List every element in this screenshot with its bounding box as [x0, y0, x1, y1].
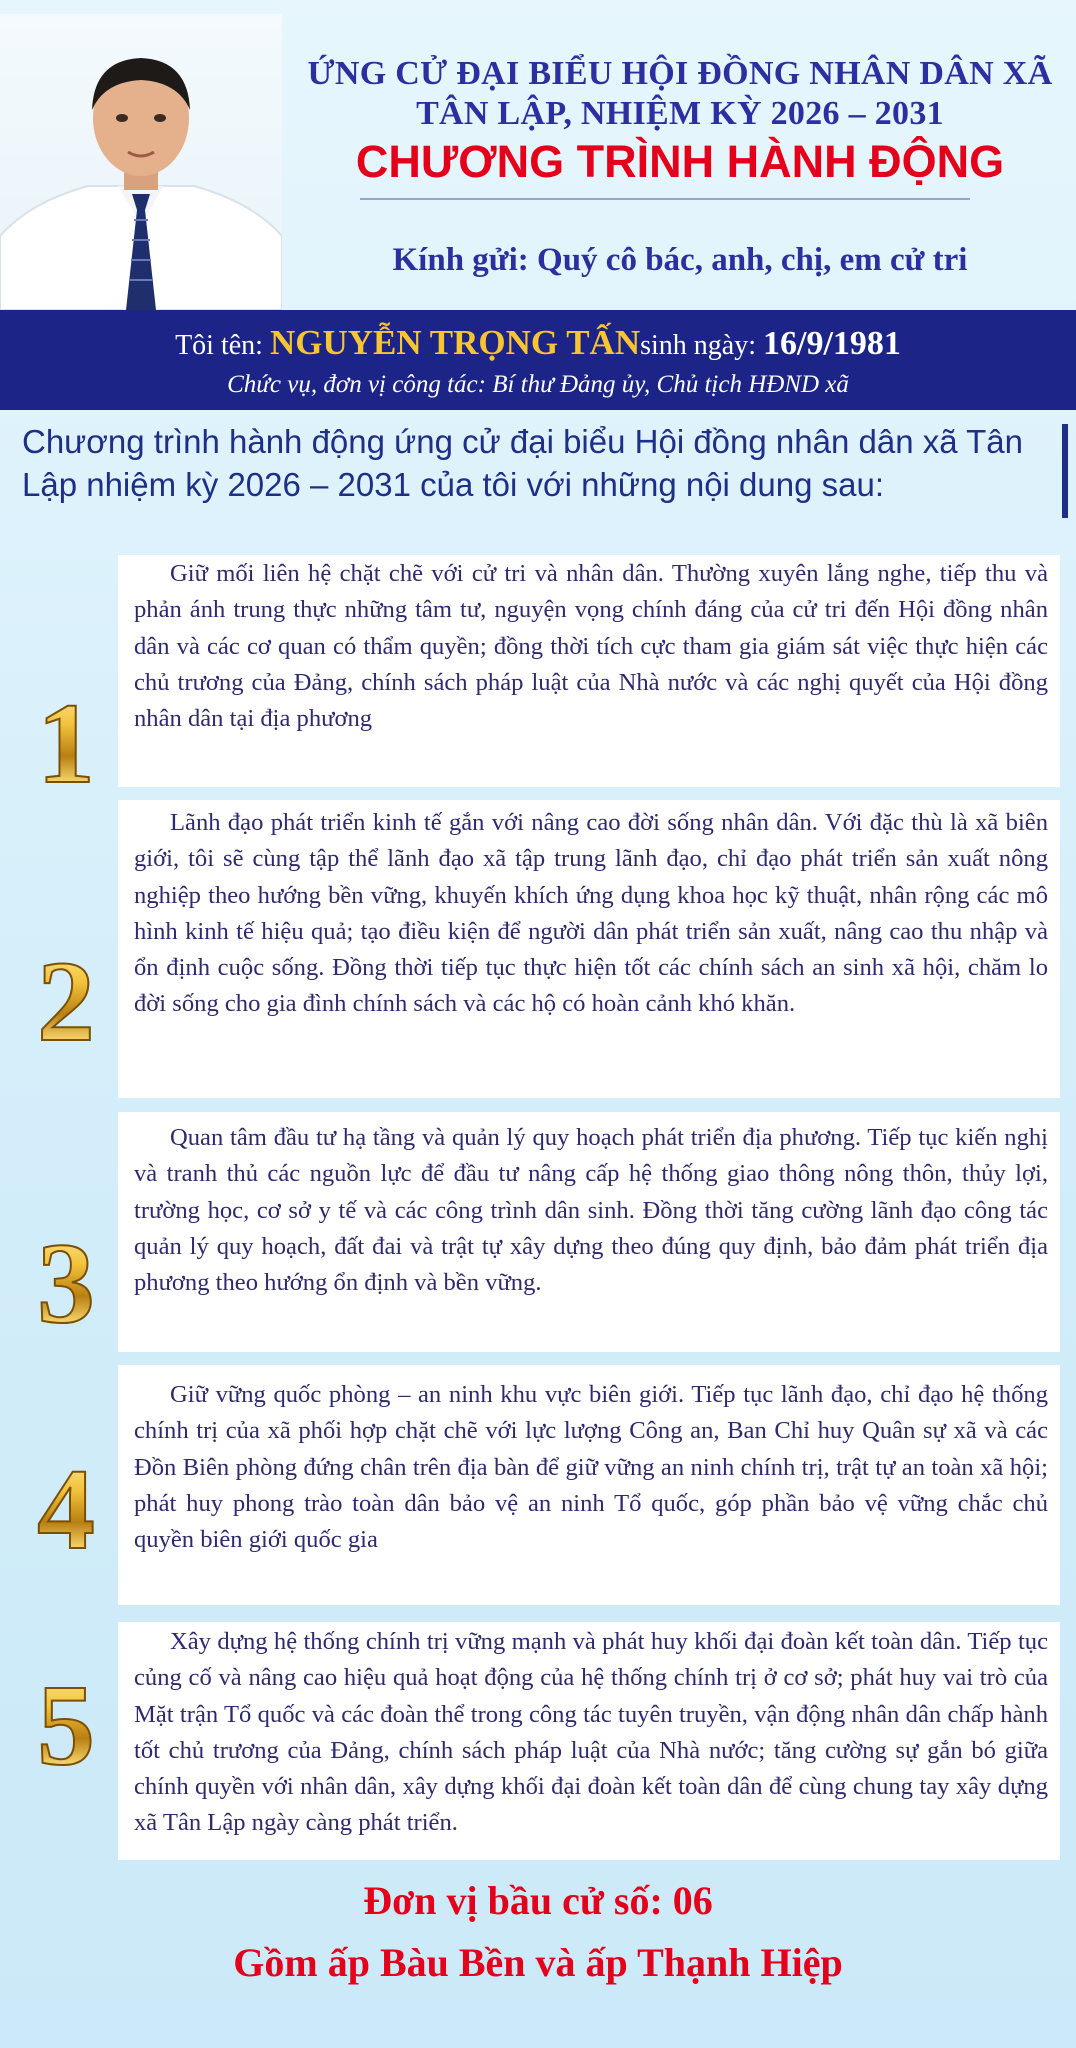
electoral-areas: Gồm ấp Bàu Bền và ấp Thạnh Hiệp	[233, 1940, 843, 1985]
item-number: 3	[37, 1222, 95, 1347]
dob-label: sinh ngày:	[640, 330, 763, 361]
candidate-position: Chức vụ, đơn vị công tác: Bí thư Đảng ủy, Chủ tịch HĐND xã	[227, 371, 849, 398]
program-item-2	[118, 800, 1060, 1098]
program-item-text: Lãnh đạo phát triển kinh tế gắn với nâng cao đời sống nhân dân. Với đặc thù là xã biên giới, tôi sẽ cùng tập thể lãnh đạo xã tập trung lãnh đạo, chỉ đạo phát triển sản xuất nông nghiệp theo hướng bền vững, khuyến khích ứng dụng khoa học kỹ thuật, nhân rộng các mô hình kinh tế hiệu quả; tạo điều kiện để người dân phát triển sản xuất, nâng cao thu nhập và ổn định cuộc sống. Đồng thời tiếp tục thực hiện tốt các chính sách an sinh xã hội, chăm lo đời sống cho gia đình chính sách và các hộ có hoàn cảnh khó khăn.	[134, 809, 1048, 1018]
program-item-3	[118, 1112, 1060, 1352]
program-heading: CHƯƠNG TRÌNH HÀNH ĐỘNG	[355, 136, 1005, 187]
program-item-text: Quan tâm đầu tư hạ tầng và quản lý quy hoạch phát triển địa phương. Tiếp tục kiến nghị và tranh thủ các nguồn lực để đầu tư nâng cấp hệ thống giao thông nông thôn, thủy lợi, trường học, cơ sở y tế và các công trình dân sinh. Đồng thời tăng cường lãnh đạo công tác quản lý quy hoạch, đất đai và trật tự xây dựng theo đúng quy định, bảo đảm phát triển địa phương theo hướng ổn định và bền vững.	[134, 1124, 1048, 1297]
number-1-icon	[18, 682, 118, 822]
name-label: Tôi tên:	[175, 330, 270, 361]
item-number: 1	[37, 682, 95, 807]
heading-divider	[360, 198, 970, 200]
item-number: 4	[37, 1448, 95, 1573]
election-title: ỨNG CỬ ĐẠI BIỂU HỘI ĐỒNG NHÂN DÂN XÃ TÂN LẬP, NHIỆM KỲ 2026 – 2031	[307, 55, 1053, 132]
number-5-icon	[18, 1664, 118, 1804]
candidate-name: NGUYỄN TRỌNG TẤN	[269, 323, 641, 362]
program-item-1	[118, 555, 1060, 787]
program-item-5	[118, 1622, 1060, 1860]
number-2-icon	[18, 940, 118, 1080]
candidate-dob: 16/9/1981	[763, 325, 901, 362]
item-number: 2	[37, 940, 95, 1065]
program-item-text: Giữ vững quốc phòng – an ninh khu vực biên giới. Tiếp tục lãnh đạo, chỉ đạo hệ thống chính trị của xã phối hợp chặt chẽ với lực lượng Công an, Ban Chỉ huy Quân sự xã và các Đồn Biên phòng đứng chân trên địa bàn để giữ vững an ninh chính trị, trật tự an toàn xã hội; phát huy phong trào toàn dân bảo vệ an ninh Tổ quốc, góp phần bảo vệ vững chắc chủ quyền biên giới quốc gia	[134, 1381, 1048, 1554]
candidate-portrait	[0, 14, 282, 310]
program-item-text: Xây dựng hệ thống chính trị vững mạnh và phát huy khối đại đoàn kết toàn dân. Tiếp tục củng cố và nâng cao hiệu quả hoạt động của hệ thống chính trị ở cơ sở; phát huy vai trò của Mặt trận Tổ quốc và các đoàn thể trong công tác tuyên truyền, vận động nhân dân chấp hành tốt chủ trương của Đảng, chính sách pháp luật của Nhà nước; tăng cường sự gắn bó giữa chính quyền với nhân dân, xây dựng khối đại đoàn kết toàn dân để cùng chung tay xây dựng xã Tân Lập ngày càng phát triển.	[134, 1628, 1048, 1837]
intro-accent-bar	[1062, 424, 1068, 518]
electoral-unit: Đơn vị bầu cử số: 06	[363, 1878, 713, 1923]
candidate-identity	[0, 322, 1076, 367]
program-item-text: Giữ mối liên hệ chặt chẽ với cử tri và nhân dân. Thường xuyên lắng nghe, tiếp thu và phản ánh trung thực những tâm tư, nguyện vọng chính đáng của cử tri đến Hội đồng nhân dân và các cơ quan có thẩm quyền; đồng thời tích cực tham gia giám sát việc thực hiện các chủ trương của Đảng, chính sách pháp luật của Nhà nước và các nghị quyết của Hội đồng nhân dân tại địa phương	[134, 560, 1048, 733]
candidate-banner	[0, 310, 1076, 410]
program-intro: Chương trình hành động ứng cử đại biểu Hội đồng nhân dân xã Tân Lập nhiệm kỳ 2026 – 2031 của tôi với những nội dung sau:	[22, 423, 1024, 503]
greeting: Kính gửi: Quý cô bác, anh, chị, em cử tri	[392, 242, 968, 278]
program-item-4	[118, 1365, 1060, 1605]
number-4-icon	[18, 1448, 118, 1588]
item-number: 5	[37, 1664, 95, 1789]
number-3-icon	[18, 1222, 118, 1362]
